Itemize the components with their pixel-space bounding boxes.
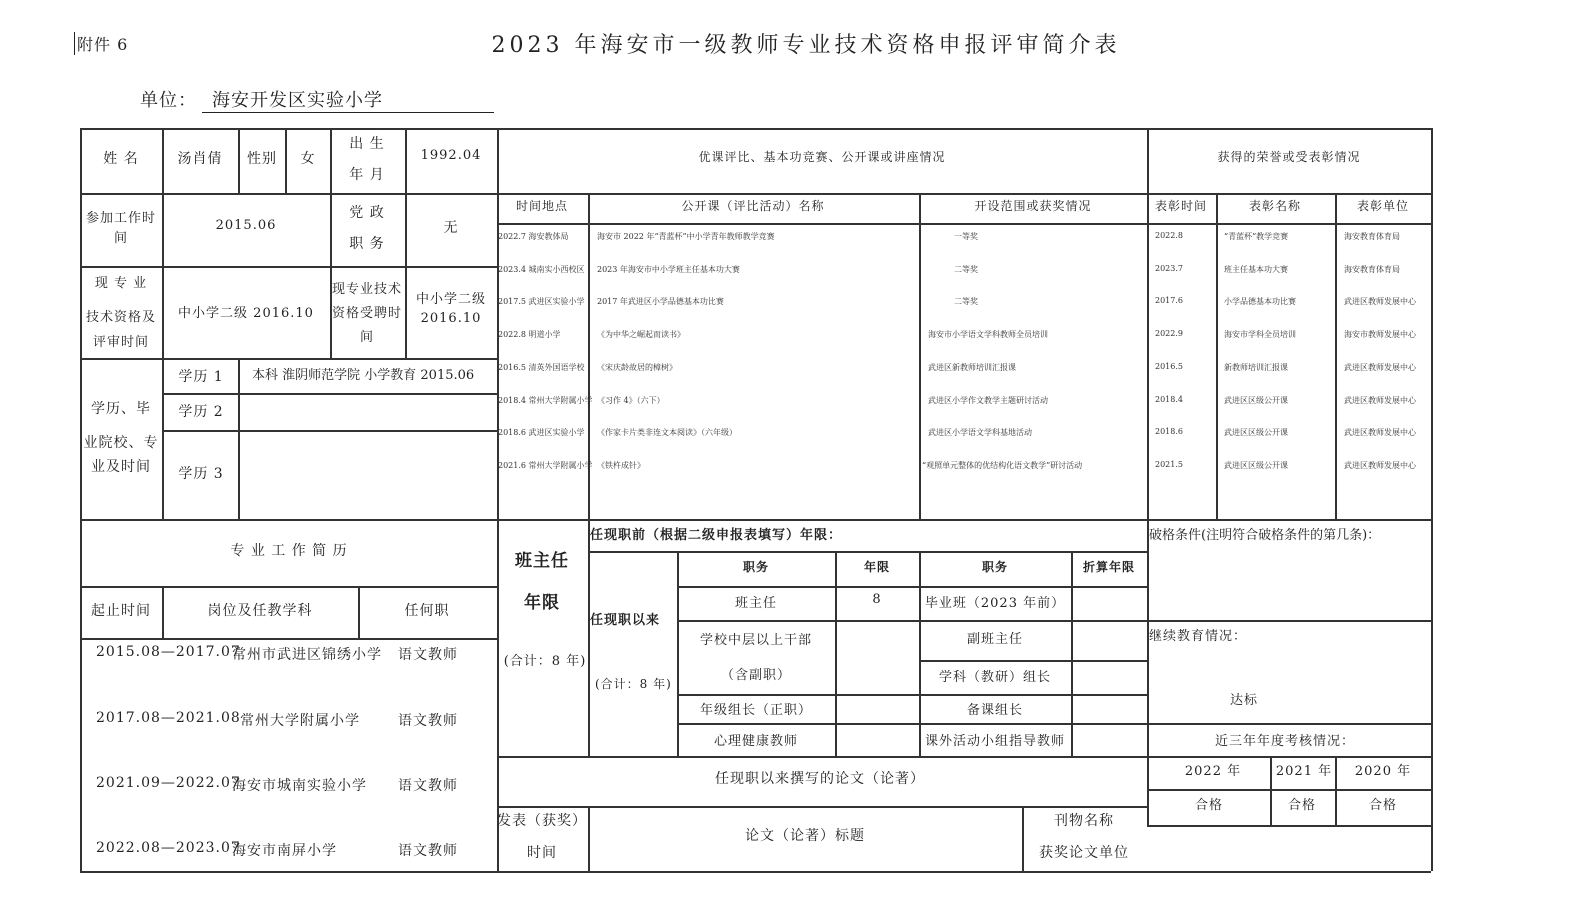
since-label: 任现职以来 xyxy=(590,613,661,628)
activity-scope: 二等奖 xyxy=(954,297,978,307)
honor-time: 2017.6 xyxy=(1155,296,1183,306)
activity-time-place: 2016.5 清英外国语学校 xyxy=(498,362,585,372)
activity-name: 海安市 2022 年“青蓝杯”中小学青年教师教学竞赛 xyxy=(597,232,775,241)
honor-unit: 海安市教师发展中心 xyxy=(1344,330,1416,340)
papers-header-title: 论文（论著）标题 xyxy=(745,828,865,844)
honor-name: 班主任基本功大赛 xyxy=(1224,264,1288,274)
honors-title: 获得的荣誉或受表彰情况 xyxy=(1217,150,1361,164)
grid-line xyxy=(358,586,360,638)
grid-line xyxy=(1216,193,1218,519)
duty-header-2: 职务 xyxy=(981,560,1009,574)
honor-name: 海安市学科全员培训 xyxy=(1224,330,1296,340)
activity-scope: 海安市小学语文学科教师全员培训 xyxy=(928,330,1048,340)
grid-line xyxy=(497,193,1431,195)
honors-header-time: 表彰时间 xyxy=(1154,199,1208,213)
grid-line xyxy=(1022,806,1024,871)
grid-line xyxy=(1431,128,1433,825)
activity-scope: 武进区小学作文教学主题研讨活动 xyxy=(928,395,1048,405)
activity-scope: 武进区小学语文学科基地活动 xyxy=(928,428,1032,438)
resume-header-role: 任何职 xyxy=(404,603,450,619)
gender-value: 女 xyxy=(300,151,316,167)
grid-line xyxy=(1147,620,1431,622)
activity-time-place: 2017.5 武进区实验小学 xyxy=(498,297,585,307)
activities-header-scope: 开设范围或获奖情况 xyxy=(974,199,1092,213)
hire-label-2: 资格受聘时 xyxy=(331,306,403,321)
grid-line xyxy=(1147,756,1431,758)
qual-label: 现 专 业 xyxy=(94,276,148,291)
activity-name: 《为中华之崛起而读书》 xyxy=(597,330,685,340)
grid-line xyxy=(1431,825,1433,871)
grid-line xyxy=(1335,756,1337,825)
honor-name: 小学品德基本功比赛 xyxy=(1224,297,1296,307)
grid-line xyxy=(1147,128,1149,825)
qual-label-2: 技术资格及 xyxy=(85,310,157,325)
hire-value-2: 2016.10 xyxy=(420,311,482,326)
grid-line xyxy=(80,638,497,640)
activity-name: 《习作 4》（六下） xyxy=(597,395,665,405)
resume-period: 2017.08—2021.08 xyxy=(96,710,241,726)
duty-name: 学科（教研）组长 xyxy=(938,670,1052,685)
resume-post: 海安市城南实验小学 xyxy=(232,778,367,794)
grid-line xyxy=(588,519,590,756)
grid-line xyxy=(919,551,921,756)
grid-line xyxy=(1335,193,1337,519)
assessment-result: 合格 xyxy=(1368,798,1398,813)
party-value: 无 xyxy=(443,220,459,236)
activity-time-place: 2021.6 常州大学附属小学 xyxy=(498,460,593,470)
activity-time-place: 2018.4 常州大学附属小学 xyxy=(498,395,593,405)
resume-post: 常州大学附属小学 xyxy=(240,713,360,729)
grid-line xyxy=(677,551,679,756)
head-teacher-label-2: 年限 xyxy=(524,593,560,613)
head-teacher-label: 班主任 xyxy=(515,551,569,571)
assessment-label: 近三年年度考核情况： xyxy=(1214,734,1356,749)
honor-unit: 武进区教师发展中心 xyxy=(1344,297,1416,307)
honor-unit: 武进区教师发展中心 xyxy=(1344,395,1416,405)
papers-header-time-2: 时间 xyxy=(527,845,557,861)
activities-title: 优课评比、基本功竞赛、公开课或讲座情况 xyxy=(698,150,946,164)
unit-label: 单位： xyxy=(140,90,197,111)
attachment-label: 附件 6 xyxy=(74,32,128,55)
assessment-result: 合格 xyxy=(1287,798,1317,813)
grid-line xyxy=(677,694,1147,696)
resume-header-period: 起止时间 xyxy=(91,603,151,619)
grid-line xyxy=(80,193,497,195)
assessment-year: 2021 年 xyxy=(1275,764,1333,779)
duty-name: 班主任 xyxy=(734,596,778,611)
activity-time-place: 2022.7 海安教体局 xyxy=(498,232,569,241)
work-start-value: 2015.06 xyxy=(215,218,277,233)
honor-name: 武进区区级公开课 xyxy=(1224,395,1288,405)
grid-line xyxy=(80,586,497,588)
grid-line xyxy=(497,223,1431,225)
edu-label: 学历、毕 xyxy=(91,401,151,417)
grid-line xyxy=(677,586,1147,588)
party-label: 党 政 xyxy=(349,205,385,221)
grid-line xyxy=(1270,756,1272,825)
duty-name: 年级组长（正职） xyxy=(699,703,813,718)
activity-name: 《宋庆龄故居的樟树》 xyxy=(597,362,677,372)
honor-time: 2018.4 xyxy=(1155,394,1183,404)
assessment-year: 2020 年 xyxy=(1354,764,1412,779)
years-header: 年限 xyxy=(863,560,891,574)
grid-line xyxy=(1071,551,1073,756)
honor-name: 武进区区级公开课 xyxy=(1224,428,1288,438)
papers-title: 任现职以来撰写的论文（论著） xyxy=(715,771,925,787)
since-total: (合计：8 年) xyxy=(595,677,672,691)
honor-unit: 海安教育体育局 xyxy=(1344,232,1400,241)
hire-label: 现专业技术 xyxy=(331,282,403,297)
hire-label-3: 间 xyxy=(359,330,375,345)
honors-header-unit: 表彰单位 xyxy=(1356,199,1410,213)
duty-name: 课外活动小组指导教师 xyxy=(924,734,1066,749)
grid-line xyxy=(330,128,332,358)
activity-name: 《铁杵成针》 xyxy=(597,460,645,470)
grid-line xyxy=(80,266,497,268)
honor-unit: 武进区教师发展中心 xyxy=(1344,460,1416,470)
honor-name: 新教师培训汇报课 xyxy=(1224,362,1288,372)
resume-role: 语文教师 xyxy=(398,843,458,859)
work-start-label-2: 间 xyxy=(113,231,129,246)
activity-name: 《作家卡片类非连文本阅读》（六年级） xyxy=(597,428,737,438)
honor-time: 2018.6 xyxy=(1155,427,1183,437)
grid-line xyxy=(162,358,164,519)
honor-time: 2022.9 xyxy=(1155,329,1183,339)
activity-time-place: 2023.4 城南实小西校区 xyxy=(498,264,585,274)
resume-post: 海安市南屏小学 xyxy=(232,843,337,859)
grid-line xyxy=(588,551,1147,553)
name-label: 姓 名 xyxy=(103,151,139,167)
qual-value: 中小学二级 2016.10 xyxy=(178,306,314,321)
grid-line xyxy=(919,193,921,519)
resume-period: 2022.08—2023.07 xyxy=(96,840,241,856)
duty-name: 毕业班（2023 年前） xyxy=(924,596,1066,611)
cont-edu-label: 继续教育情况： xyxy=(1149,629,1248,644)
gender-label: 性别 xyxy=(247,151,277,167)
edu-1-value: 本科 淮阴师范学院 小学教育 2015.06 xyxy=(252,368,475,383)
assessment-year: 2022 年 xyxy=(1184,764,1242,779)
grid-line xyxy=(588,806,590,871)
activities-header-name: 公开课（评比活动）名称 xyxy=(681,199,825,213)
duty-header: 职务 xyxy=(742,560,770,574)
head-teacher-total: (合计：8 年) xyxy=(503,654,587,669)
grid-line xyxy=(80,871,1431,873)
activity-scope: 一等奖 xyxy=(954,232,978,241)
duty-name: 备课组长 xyxy=(966,703,1024,718)
cont-edu-value: 达标 xyxy=(1229,693,1259,708)
page-title: 2023 年海安市一级教师专业技术资格申报评审简介表 xyxy=(491,33,1121,58)
grid-line xyxy=(677,620,1147,622)
birth-label: 出 生 xyxy=(349,136,385,152)
grid-line xyxy=(405,128,407,358)
grid-line xyxy=(80,128,82,871)
edu-label-2: 业院校、专 xyxy=(83,435,159,451)
grid-line xyxy=(238,358,240,519)
resume-role: 语文教师 xyxy=(398,713,458,729)
before-label: 任现职前（根据二级申报表填写）年限： xyxy=(590,528,843,543)
activity-time-place: 2018.6 武进区实验小学 xyxy=(498,428,585,438)
grid-line xyxy=(835,551,837,756)
grid-line xyxy=(1147,723,1431,725)
activity-name: 2023 年海安市中小学班主任基本功大赛 xyxy=(597,264,740,274)
activity-scope: 二等奖 xyxy=(954,264,978,274)
resume-post: 常州市武进区锦绣小学 xyxy=(232,647,382,663)
work-start-label: 参加工作时 xyxy=(85,211,157,226)
hire-value: 中小学二级 xyxy=(415,292,487,307)
honor-unit: 武进区教师发展中心 xyxy=(1344,362,1416,372)
grid-line xyxy=(919,660,1147,662)
grid-line xyxy=(1147,825,1431,827)
grid-line xyxy=(497,806,1147,808)
duty-years: 8 xyxy=(872,592,882,607)
activity-name: 2017 年武进区小学品德基本功比赛 xyxy=(597,297,724,307)
honor-time: 2016.5 xyxy=(1155,361,1183,371)
resume-header-post: 岗位及任教学科 xyxy=(207,603,313,619)
grid-line xyxy=(497,756,1147,758)
duty-name-2: （含副职） xyxy=(720,668,792,683)
honor-time: 2022.8 xyxy=(1155,231,1183,240)
grid-line xyxy=(285,128,287,193)
grid-line xyxy=(162,393,238,395)
resume-title: 专 业 工 作 简 历 xyxy=(230,543,348,559)
grid-line xyxy=(80,519,1431,521)
grid-line xyxy=(238,393,497,395)
honor-unit: 武进区教师发展中心 xyxy=(1344,428,1416,438)
birth-value: 1992.04 xyxy=(420,148,482,163)
duty-name: 副班主任 xyxy=(966,632,1024,647)
resume-role: 语文教师 xyxy=(398,647,458,663)
papers-header-publication: 刊物名称 xyxy=(1054,813,1114,829)
edu-label-3: 业及时间 xyxy=(91,459,151,475)
grid-line xyxy=(162,430,497,432)
honor-unit: 海安教育体育局 xyxy=(1344,264,1400,274)
exception-label: 破格条件(注明符合破格条件的第几条)： xyxy=(1149,528,1381,543)
papers-header-publication-2: 获奖论文单位 xyxy=(1039,845,1129,861)
grid-line xyxy=(1147,789,1431,791)
grid-line xyxy=(80,358,497,360)
qual-label-3: 评审时间 xyxy=(92,335,150,350)
name-value: 汤肖倩 xyxy=(177,151,223,167)
grid-line xyxy=(80,128,1431,130)
resume-period: 2021.09—2022.07 xyxy=(96,775,241,791)
party-label-2: 职 务 xyxy=(349,236,385,252)
birth-label-2: 年 月 xyxy=(349,167,385,183)
grid-line xyxy=(238,128,240,193)
converted-years-header: 折算年限 xyxy=(1082,560,1136,574)
honor-name: “青蓝杯”教学竞赛 xyxy=(1224,232,1289,241)
honors-header-name: 表彰名称 xyxy=(1248,199,1302,213)
activities-header-time: 时间地点 xyxy=(515,199,569,213)
honor-name: 武进区区级公开课 xyxy=(1224,460,1288,470)
activity-scope: 武进区新教师培训汇报课 xyxy=(928,362,1016,372)
edu-2-label: 学历 2 xyxy=(178,404,224,420)
resume-period: 2015.08—2017.07 xyxy=(96,644,241,660)
edu-3-label: 学历 3 xyxy=(178,466,224,482)
unit-value: 海安开发区实验小学 xyxy=(202,86,494,113)
grid-line xyxy=(162,586,164,638)
honor-time: 2021.5 xyxy=(1155,459,1183,469)
grid-line xyxy=(162,128,164,358)
papers-header-time: 发表（获奖） xyxy=(497,813,587,829)
edu-1-label: 学历 1 xyxy=(178,369,224,385)
duty-name: 心理健康教师 xyxy=(713,734,799,749)
grid-line xyxy=(677,723,1147,725)
duty-name: 学校中层以上干部 xyxy=(699,633,813,648)
resume-role: 语文教师 xyxy=(398,778,458,794)
activity-time-place: 2022.8 明道小学 xyxy=(498,330,561,340)
assessment-result: 合格 xyxy=(1194,798,1224,813)
honor-time: 2023.7 xyxy=(1155,263,1183,273)
activity-scope: “观照单元整体的优结构化语文教学”研讨活动 xyxy=(922,460,1083,470)
